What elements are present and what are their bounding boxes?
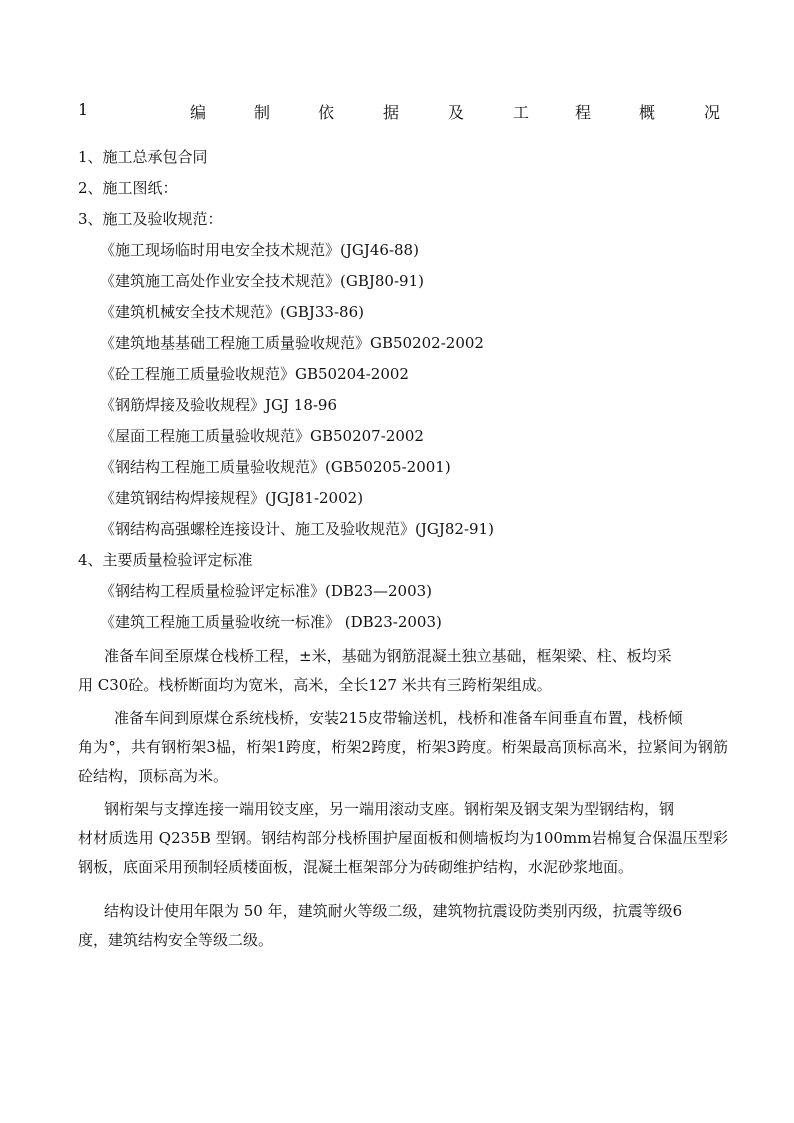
standard-item: 《屋面工程施工质量验收规范》GB50207-2002 [100, 427, 424, 445]
quality-standard-item: 《钢结构工程质量检验评定标准》(DB23—2003) [100, 582, 433, 600]
paragraph-rest: 材材质选用 Q235B 型钢。钢结构部分栈桥围护屋面板和侧墙板均为100mm岩棉复合保温压型彩钢板，底面采用预制轻质楼面板，混凝土框架部分为砖砌维护结构，水泥砂浆地面。 [78, 829, 728, 876]
paragraph-first-line: 结构设计使用年限为 50 年，建筑耐火等级二级，建筑物抗震设防类别丙级，抗震等级6 [104, 902, 683, 920]
heading-char: 编 [190, 103, 207, 122]
paragraph [78, 704, 728, 791]
heading-char: 及 [448, 103, 465, 122]
standard-item: 《钢筋焊接及验收规程》JGJ 18-96 [100, 396, 338, 414]
heading-number: 1 [78, 100, 89, 119]
paragraph-first-line: 准备车间到原煤仓系统栈桥，安装215皮带输送机，栈桥和准备车间垂直布置，栈桥倾 [114, 709, 683, 727]
heading-char: 概 [639, 103, 656, 122]
standard-item: 《建筑钢结构焊接规程》(JGJ81-2002) [100, 489, 364, 507]
paragraph [78, 897, 728, 955]
heading-char: 程 [575, 103, 592, 122]
quality-standard-item: 《建筑工程施工质量验收统一标准》 (DB23-2003) [100, 613, 442, 631]
list-item: 2、施工图纸： [78, 179, 178, 197]
paragraph-rest: 角为°，共有钢桁架3榀，桁架1跨度，桁架2跨度，桁架3跨度。桁架最高顶标高米，拉紧间为钢筋砼结构，顶标高为米。 [78, 738, 728, 785]
paragraph-first-line: 准备车间至原煤仓栈桥工程，±米，基础为钢筋混凝土独立基础，框架梁、柱、板均采 [104, 647, 672, 665]
heading-char: 工 [513, 103, 530, 122]
standard-item: 《钢结构高强螺栓连接设计、施工及验收规范》(JGJ82-91) [100, 520, 494, 538]
paragraph [78, 642, 728, 700]
list-item: 4、主要质量检验评定标准 [78, 551, 253, 569]
heading-char: 况 [704, 103, 721, 122]
heading-char: 依 [318, 103, 335, 122]
paragraph [78, 795, 728, 882]
paragraph-rest: 度，建筑结构安全等级二级。 [78, 931, 274, 949]
standard-item: 《建筑地基基础工程施工质量验收规范》GB50202-2002 [100, 334, 484, 352]
standard-item: 《建筑机械安全技术规范》(GBJ33-86) [100, 303, 364, 321]
standard-item: 《建筑施工高处作业安全技术规范》(GBJ80-91) [100, 272, 424, 290]
heading-char: 制 [254, 103, 271, 122]
paragraph-rest: 用 C30砼。栈桥断面均为宽米，高米，全长127 米共有三跨桁架组成。 [78, 676, 552, 694]
standard-item: 《施工现场临时用电安全技术规范》(JGJ46-88) [100, 241, 419, 259]
list-item: 3、施工及验收规范： [78, 210, 223, 228]
standard-item: 《钢结构工程施工质量验收规范》(GB50205-2001) [100, 458, 451, 476]
section-heading [74, 100, 720, 122]
list-item: 1、施工总承包合同 [78, 148, 208, 166]
standard-item: 《砼工程施工质量验收规范》GB50204-2002 [100, 365, 409, 383]
heading-char: 据 [383, 103, 400, 122]
paragraph-first-line: 钢桁架与支撑连接一端用铰支座，另一端用滚动支座。钢桁架及钢支架为型钢结构，钢 [104, 800, 675, 818]
